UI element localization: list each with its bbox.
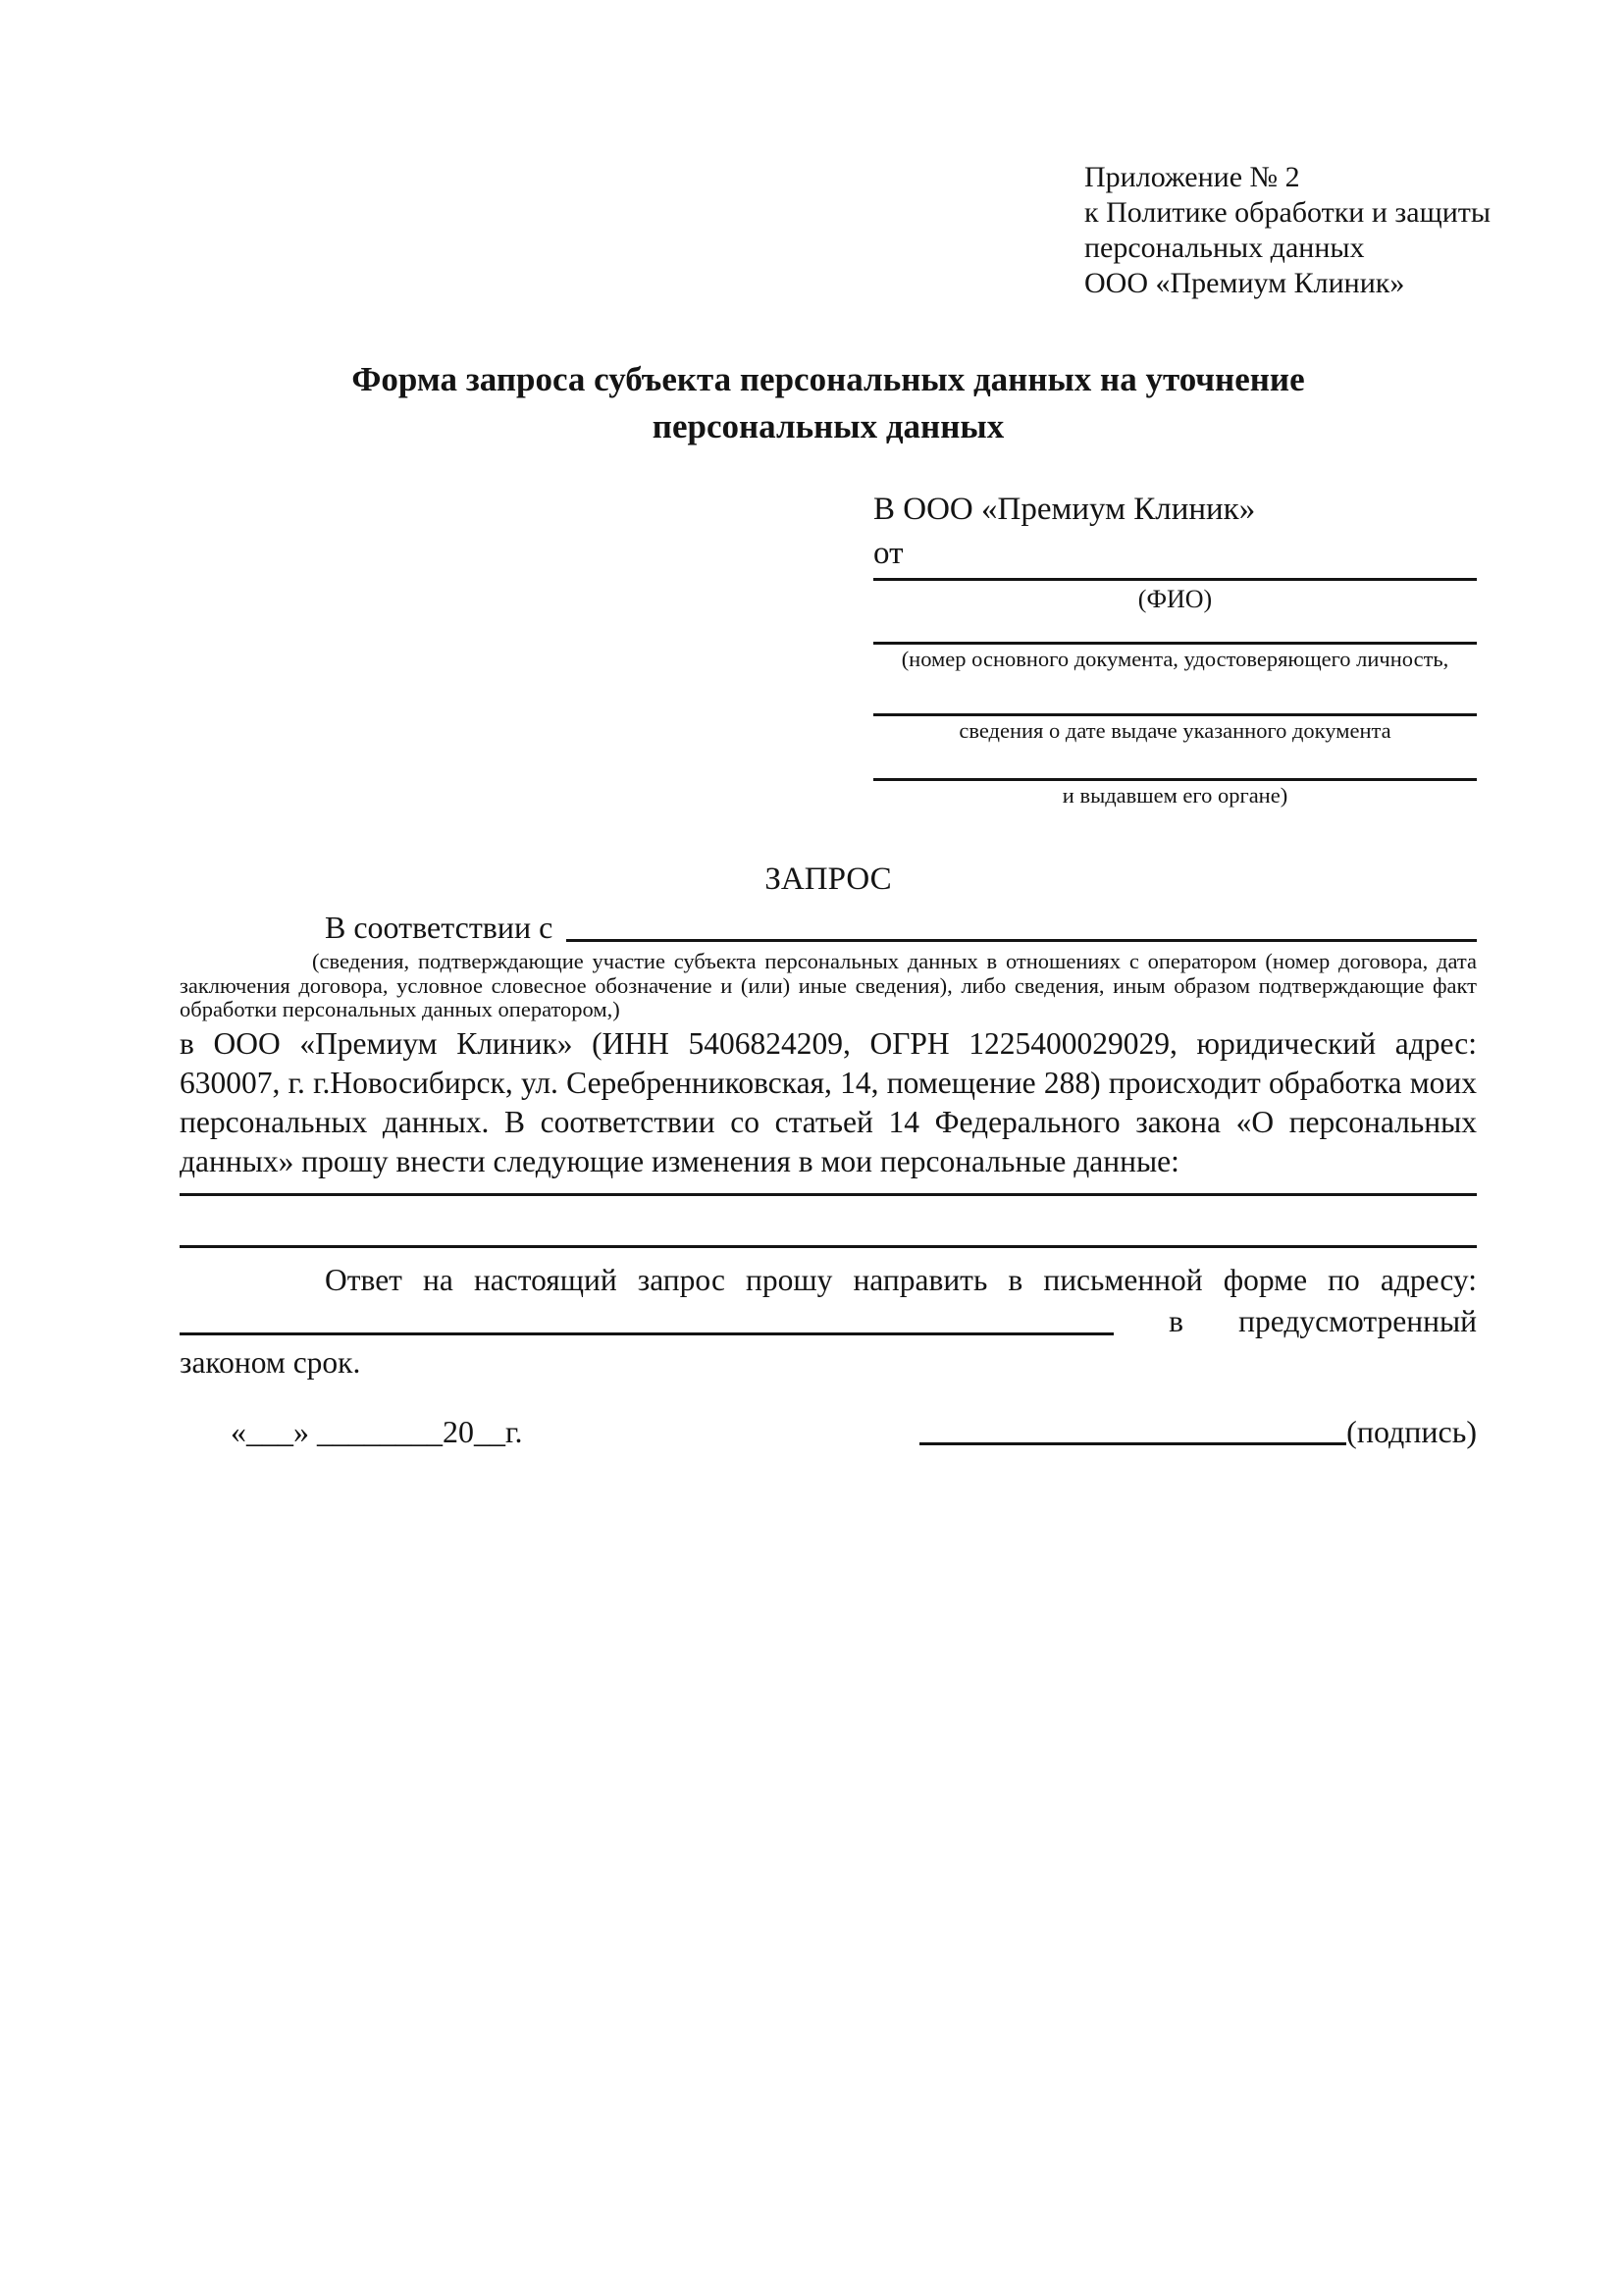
request-heading: ЗАПРОС	[764, 861, 892, 897]
reply-tail: законом срок.	[180, 1344, 361, 1380]
signature-group	[919, 1411, 1477, 1452]
basis-blank-line	[566, 939, 1477, 942]
appendix-note	[1084, 160, 1492, 301]
document-title-line-2: персональных данных	[652, 407, 1005, 445]
request-body: в ООО «Премиум Клиник» (ИНН 5406824209, ОГРН 1225400029029, юридический адрес: 630007, г. г.Новосибирск, ул. Серебренниковская, 14, помещение 288) происходит обработка моих персональных данных. В соответствии со статьей 14 Федерального закона «О персональных данных» прошу внести следующие изменения в мои персональные данные:	[180, 1025, 1477, 1178]
appendix-line-4: ООО «Премиум Клиник»	[1084, 267, 1405, 299]
issuing-authority-caption: и выдавшем его органе)	[1062, 783, 1288, 808]
reply-request-line: Ответ на настоящий запрос прошу направить в письменной форме по адресу:	[325, 1262, 1477, 1297]
addressee-from: от	[873, 536, 904, 571]
issue-date-caption: сведения о дате выдаче указанного документа	[959, 718, 1391, 743]
date-blank: «___» ________20__г.	[231, 1413, 523, 1449]
addressee-to: В ООО «Премиум Клиник»	[873, 492, 1256, 527]
fio-caption: (ФИО)	[1137, 585, 1213, 613]
date-signature-row	[180, 1411, 1477, 1452]
reply-word-v: в	[1169, 1303, 1183, 1338]
basis-prefix: В соответствии с	[325, 910, 553, 945]
basis-footnote: (сведения, подтверждающие участие субъекта персональных данных в отношениях с оператором (номер договора, дата заключения договора, условное словесное обозначение и (или) иные сведения), либо сведения, иным образом подтверждающие факт обработки персональных данных оператором,)	[180, 949, 1477, 1021]
document-title	[180, 356, 1477, 450]
addressee-block	[873, 486, 1477, 810]
changes-blank-line-2	[180, 1245, 1477, 1248]
signature-caption: (подпись)	[1346, 1413, 1477, 1449]
changes-blank-line-1	[180, 1193, 1477, 1196]
document-title-line-1: Форма запроса субъекта персональных данных на уточнение	[351, 360, 1305, 398]
reply-address-blank-line	[180, 1332, 1114, 1335]
fio-blank-line	[873, 578, 1477, 581]
basis-line	[180, 907, 1477, 948]
appendix-line-2: к Политике обработки и защиты	[1084, 196, 1492, 229]
appendix-line-3: персональных данных	[1084, 232, 1365, 264]
identity-document-caption: (номер основного документа, удостоверяющего личность,	[901, 647, 1449, 671]
signature-blank-line	[919, 1442, 1346, 1445]
appendix-line-1: Приложение № 2	[1084, 161, 1300, 193]
reply-address-row	[180, 1301, 1477, 1342]
reply-word-predusmotrennyy: предусмотренный	[1238, 1303, 1477, 1338]
